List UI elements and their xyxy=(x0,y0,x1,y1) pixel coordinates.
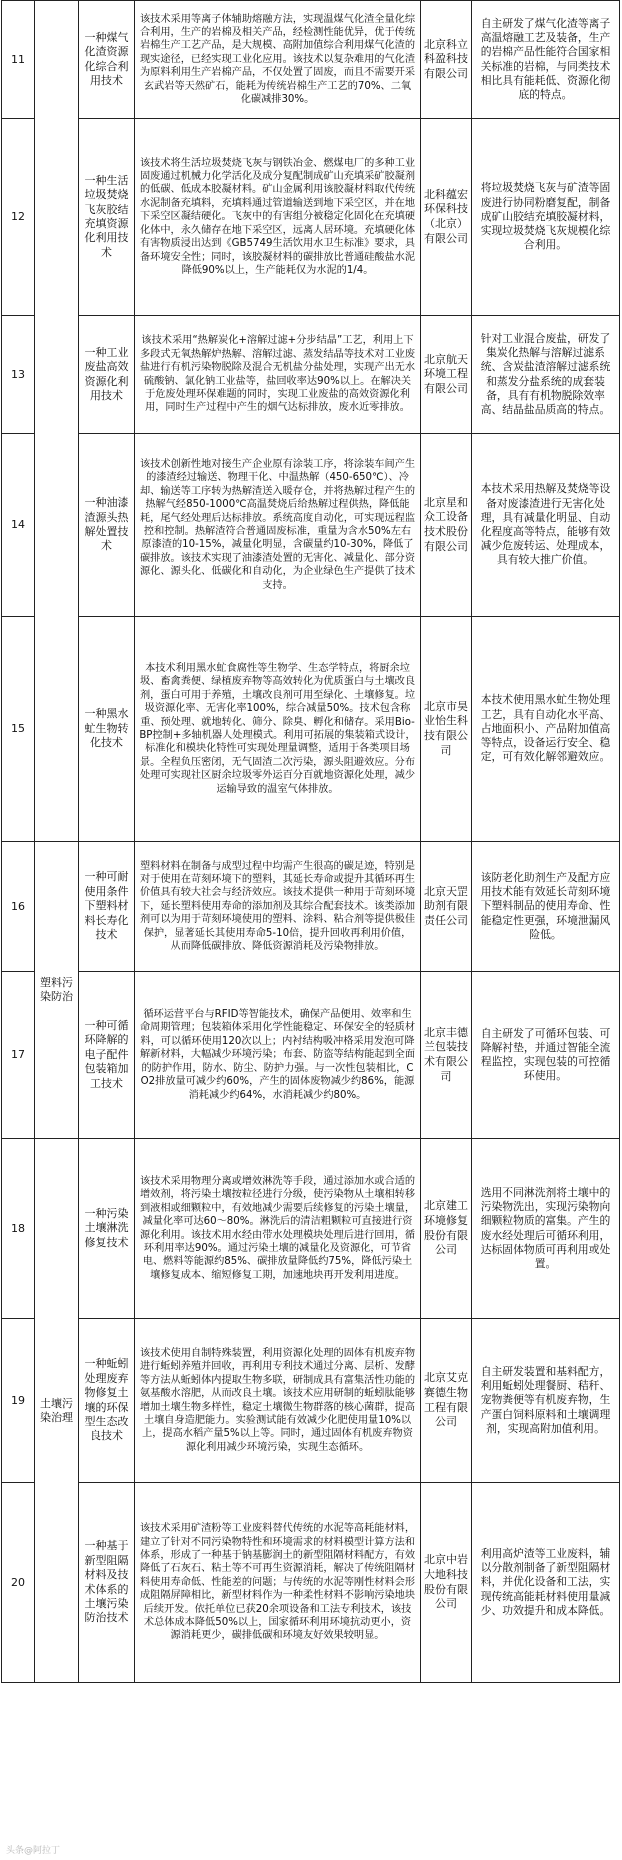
row-number: 14 xyxy=(2,434,35,617)
technology-name: 一种黑水虻生物转化技术 xyxy=(79,617,135,842)
table-row xyxy=(2,617,620,842)
category-cell: 塑料污染防治 xyxy=(35,842,79,1139)
row-number: 13 xyxy=(2,316,35,434)
row-number: 19 xyxy=(2,1319,35,1483)
table-row xyxy=(2,119,620,316)
organization: 北京科立科盈科技有限公司 xyxy=(421,1,472,119)
table-row xyxy=(2,1319,620,1483)
row-number: 18 xyxy=(2,1139,35,1319)
organization: 北京中岩大地科技股份有限公司 xyxy=(421,1483,472,1683)
technology-advantage: 该防老化助剂生产及配方应用技术能有效延长苛刻环境下塑料制品的使用寿命、性能稳定性更强，环境泄漏风险低。 xyxy=(472,842,620,972)
table-row xyxy=(2,842,620,972)
technology-advantage: 利用高炉渣等工业废料，辅以分散剂制备了新型阻隔材料，并优化设备和工法，实现传统高能耗材料使用量减少、功效提升和成本降低。 xyxy=(472,1483,620,1683)
technology-description: 该技术将生活垃圾焚烧飞灰与钢铁冶金、燃煤电厂的多种工业固废通过机械力化学活化及成分复配制成矿山充填采矿胶凝剂的低碳、低成本胶凝材料。矿山金属利用该胶凝材料取代传统水泥制备充填料，充填料通过管道输送到地下采空区，并在地下采空区凝结硬化。飞灰中的有害组分被稳定化固化在充填硬化体中，永久储存在地下采空区，远离人居环境。充填硬化体有害物质浸出达到《GB5749生活饮用水卫生标准》要求，具备环境安全性；同时，该胶凝材料的碳排放比普通硅酸盐水泥降低90%以上，生产能耗仅为水泥的1/4。 xyxy=(135,119,421,316)
organization: 北科蕴宏环保科技（北京）有限公司 xyxy=(421,119,472,316)
row-number: 20 xyxy=(2,1483,35,1683)
technology-description: 该技术创新性地对接生产企业原有涂装工序，将涂装车间产生的漆渣经过输送、物理干化、中温热解（450-650℃）、冷却、输送等工序转为热解渣送入暖存仓，并将热解过程产生的热解气经850-1000℃高温焚烧后给热解过程供热，降低能耗，尾气经处理后达标排放。系统高度自动化，可实现远程监控和控制。热解渣符合普通固废标准，重量为含水50%左右原漆渣的10-15%，减量化明显，含碳量约10-30%，降低了碳排放。该技术实现了油漆渣处置的无害化、减量化、部分资源化、源头化、低碳化和自动化，为企业绿色生产提供了技术支持。 xyxy=(135,434,421,617)
technology-name: 一种油漆渣源头热解处置技术 xyxy=(79,434,135,617)
organization: 北京丰德兰包装技术有限公司 xyxy=(421,972,472,1139)
table-row xyxy=(2,434,620,617)
technology-advantage: 自主研发了可循环包装、可降解衬垫，并通过智能全流程监控，实现包装的可控循环使用。 xyxy=(472,972,620,1139)
technology-description: 该技术采用物理分离或增效淋洗等手段，通过添加水或合适的增效剂，将污染土壤按粒径进行分级，使污染物从土壤相转移到液相或细颗粒中，有效地减少需要后续修复的污染土壤量，减量化率可达60～80%。淋洗后的清洁粗颗粒可直接进行资源化利用。该技术用水经由带水处理模块处理后进行回用，循环利用率达90%。通过污染土壤的减量化及资源化，可节省电、燃料等能源约85%、碳排放量降低约75%，降低污染土壤修复成本、缩短修复工期，加速地块再开发利用进度。 xyxy=(135,1139,421,1319)
table-row xyxy=(2,972,620,1139)
technology-description: 该技术采用等离子体辅助熔融方法，实现温煤气化渣全量化综合利用，生产的岩棉及相关产品，经检测性能优异，优于传统岩棉生产工艺产品，是大规模、高附加值综合利用煤气化渣的现实途径，已经实现工业化应用。该技术以复杂难用的气化渣为原料利用生产岩棉产品，不仅处置了固废，而且不需要开采玄武岩等天然矿石，能耗为传统岩棉生产工艺的70%、二氧化碳减排30%。 xyxy=(135,1,421,119)
technology-advantage: 本技术使用黑水虻生物处理工艺，具有自动化水平高、占地面积小、产品附加值高等特点，设备运行安全、稳定，可有效化解邻避效应。 xyxy=(472,617,620,842)
table-row xyxy=(2,1483,620,1683)
technology-name: 一种生活垃圾焚烧飞灰胶结充填资源化利用技术 xyxy=(79,119,135,316)
table-row xyxy=(2,1139,620,1319)
technology-name: 一种蚯蚓处理废弃物修复土壤的环保型生态改良技术 xyxy=(79,1319,135,1483)
category-cell xyxy=(35,1,79,842)
technology-name: 一种基于新型阻隔材料及技术体系的土壤污染防治技术 xyxy=(79,1483,135,1683)
technology-description: 循环运营平台与RFID等智能技术，确保产品便用、效率和生命周期管理；包装箱体采用化学性能稳定、环保安全的轻质材料，可以循环使用120次以上；内衬结构吸冲格采用发泡可降解新材料，大幅减少环境污染；布套、防盗等结构能起到全面的防护作用，防水、防尘、防护力强。与一次性包装相比，CO2排放量可减少约60%，产生的固体废物减少约86%，能源消耗减少约64%，水消耗减少约80%。 xyxy=(135,972,421,1139)
technology-advantage: 将垃圾焚烧飞灰与矿渣等固废进行协同粉磨复配，制备成矿山胶结充填胶凝材料，实现垃圾焚烧飞灰规模化综合利用。 xyxy=(472,119,620,316)
technology-advantage: 针对工业混合废盐，研发了集炭化热解与溶解过滤系统、含炭盐渣溶解过滤系统和蒸发分盐系统的成套装备，具有有机物脱除效率高、结晶盐品质高的特点。 xyxy=(472,316,620,434)
technology-description: 该技术采用矿渣粉等工业废料替代传统的水泥等高耗能材料，建立了针对不同污染物特性和环境需求的材料模型计算方法和体系，形成了一种基于钠基膨润土的新型阻隔材料配方，有效降低了石灰石、粘土等不可再生资源消耗，解决了传统阻隔材料使用寿命低、性能差的问题；与传统的水泥等刚性材料会形成阻隔屏障相比，新型材料作为一种柔性材料不影响污染地块后续开发。依托单位已获20余项设备和工法专利技术，该技术总体成本降低50%以上，国家循环利用环境抗动更小，资源消耗更少，碳排低碳和环境友好效果较明显。 xyxy=(135,1483,421,1683)
technology-name: 一种污染土壤淋洗修复技术 xyxy=(79,1139,135,1319)
technology-description: 塑料材料在制备与成型过程中均需产生很高的碳足迹，特别是对于使用在苛刻环境下的塑料，其延长寿命或提升其循环再生价值具有较大社会与经济效应。该技术提供一种用于苛刻环境下，延长塑料使用寿命的添加剂及其综合配套技术。该类添加剂可以为用于苛刻环境使用的塑料、涂料、粘合剂等提供极佳保护，显著延长其使用寿命5-10倍，提升回收再利用价值，从而降低碳排放、降低资源消耗及污染物排放。 xyxy=(135,842,421,972)
technology-name: 一种工业废盐高效资源化利用技术 xyxy=(79,316,135,434)
technology-table xyxy=(1,0,620,1683)
row-number: 11 xyxy=(2,1,35,119)
table-row xyxy=(2,1,620,119)
technology-advantage: 自主研发装置和基料配方，利用蚯蚓处理餐厨、秸秆、宠物粪便等有机废弃物，生产蛋白饲料原料和土壤调理剂，实现高附加值利用。 xyxy=(472,1319,620,1483)
table-row xyxy=(2,316,620,434)
organization: 北京市昊业怡生科技有限公司 xyxy=(421,617,472,842)
category-cell: 土壤污染治理 xyxy=(35,1139,79,1683)
technology-advantage: 自主研发了煤气化渣等离子高温熔融工艺及装备，生产的岩棉产品性能符合国家相关标准的岩棉，与同类技术相比具有能耗低、资源化彻底的特点。 xyxy=(472,1,620,119)
technology-description: 该技术采用“热解炭化+溶解过滤+分步结晶”工艺，利用上下多段式无氧热解炉热解、溶解过滤、蒸发结晶等技术对工业废盐进行有机污染物脱除及混合无机盐分盐处理，实现产出无水硫酸钠、氯化钠工业盐等，盐回收率达90%以上。在解决关于危废处理环保难题的同时，实现工业废盐的高效资源化利用，同时生产过程中产生的烟气达标排放，废水近零排放。 xyxy=(135,316,421,434)
row-number: 12 xyxy=(2,119,35,316)
technology-name: 一种煤气化渣资源化综合利用技术 xyxy=(79,1,135,119)
organization: 北京天罡助剂有限责任公司 xyxy=(421,842,472,972)
row-number: 16 xyxy=(2,842,35,972)
row-number: 15 xyxy=(2,617,35,842)
organization: 北京星和众工设备技术股份有限公司 xyxy=(421,434,472,617)
technology-description: 本技术利用黑水虻食腐性等生物学、生态学特点，将厨余垃圾、畜禽粪便、绿植废弃物等高效转化为优质蛋白与土壤改良剂，蛋白可用于养殖，土壤改良剂可用至绿化、土壤修复。垃圾资源化率、无害化率100%，综合减量50%。技术包含称重、预处理、就地转化、筛分、除臭、孵化和储存。采用Bio-BP控制+多轴机器人处理模式。利用可拓展的集装箱式设计，标准化和模块化特性可实现处理量调整，适用于各类项目场景。全程负压密闭，无气固渣二次污染，源头阻避效应。分布处理可实现社区厨余垃圾零外运百分百就地资源化处理，减少运输导致的温室气体排放。 xyxy=(135,617,421,842)
organization: 北京航天环境工程有限公司 xyxy=(421,316,472,434)
watermark: 头条@阿拉丁 xyxy=(6,1846,61,1856)
technology-description: 该技术使用自制特殊装置，利用资源化处理的固体有机废弃物进行蚯蚓养殖并回收，再利用专利技术通过分离、层析、发酵等方法从蚯蚓体内提取生物多联，研制成具有富集活性功能的氨基酸水溶肥，从而改良土壤。该技术应用研制的蚯蚓肽能够增加土壤生物多样性，稳定土壤微生物群落的核心菌群，提高土壤自身造肥能力。实验测试能有效减少化肥使用量10%以上，提高水稻产量5%以上等。同时，通过固体有机废弃物资源化利用减少环境污染，实现生态循环。 xyxy=(135,1319,421,1483)
technology-advantage: 本技术采用热解及焚烧等设备对废漆渣进行无害化处理，具有减量化明显、自动化程度高等特点，能够有效减少危废转运、处理成本，具有较大推广价值。 xyxy=(472,434,620,617)
row-number: 17 xyxy=(2,972,35,1139)
technology-name: 一种可循环降解的电子配件包装箱加工技术 xyxy=(79,972,135,1139)
organization: 北京建工环境修复股份有限公司 xyxy=(421,1139,472,1319)
technology-name: 一种可耐使用条件下塑料材料长寿化技术 xyxy=(79,842,135,972)
technology-table-page xyxy=(1,0,619,1683)
technology-advantage: 选用不同淋洗剂将土壤中的污染物洗出，实现污染物向细颗粒物质的富集。产生的废水经处理后可循环利用，达标固体物质可再利用或处置。 xyxy=(472,1139,620,1319)
organization: 北京艾克赛德生物工程有限公司 xyxy=(421,1319,472,1483)
